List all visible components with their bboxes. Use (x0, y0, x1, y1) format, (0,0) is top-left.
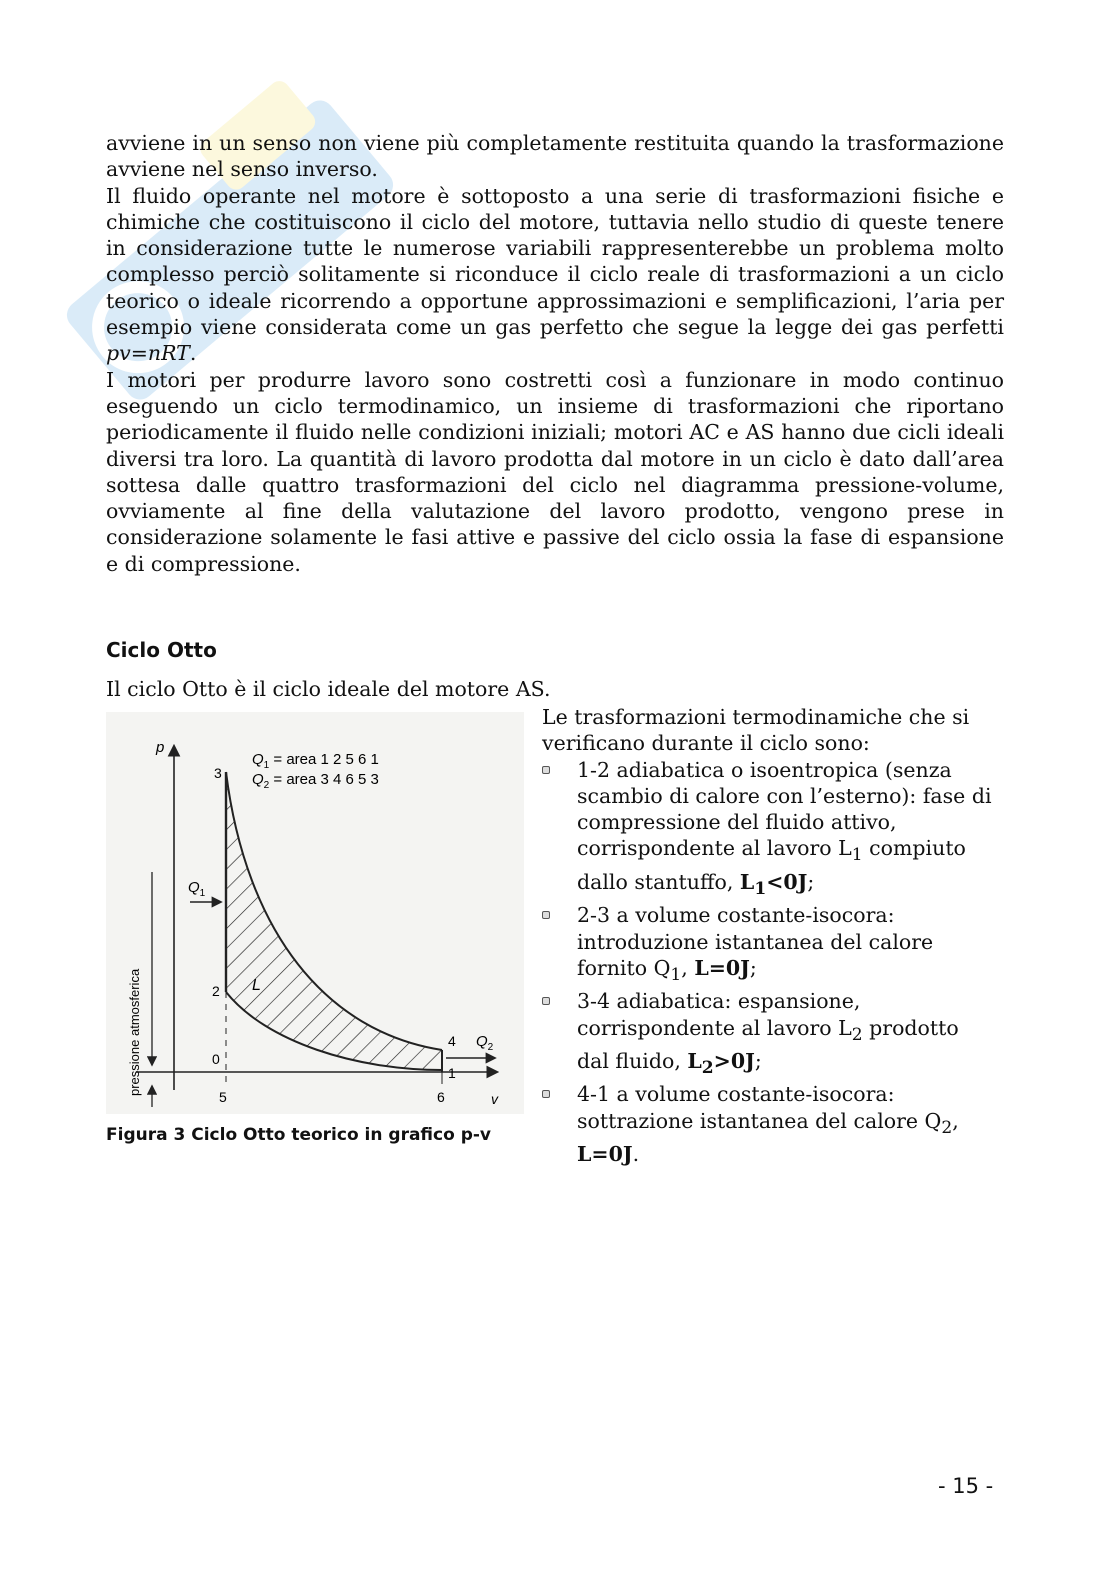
bullet-icon (542, 1090, 550, 1098)
point-3: 3 (214, 765, 222, 781)
atmospheric-pressure-label: pressione atmosferica (127, 968, 142, 1096)
bullet-icon (542, 911, 550, 919)
point-2: 2 (212, 983, 220, 999)
list-item: 3-4 adiabatica: espansione, corrispondente al lavoro $L_2$ prodotto dal fluido, $L_2>0J$; (542, 988, 992, 1081)
otto-cycle-figure (106, 712, 524, 1114)
svg-text:Q1: $Q_1$ (188, 879, 206, 899)
work-label: L (252, 977, 261, 994)
bullet-icon (542, 997, 550, 1005)
transformations-list (542, 704, 992, 1174)
point-0: 0 (212, 1051, 220, 1067)
page-number: - 15 - (938, 1474, 994, 1498)
pv-diagram (106, 712, 524, 1114)
paragraph-3: I motori per produrre lavoro sono costretti così a funzionare in modo continuo eseguendo un ciclo termodinamico, un insieme di trasformazioni che riportano periodicamente il fluido nelle condizioni iniziali; motori AC e AS hanno due cicli ideali diversi tra loro. La quantità di lavoro prodotta dal motore in un ciclo è dato dall’area sottesa dalle quattro trasformazioni del ciclo nel diagramma pressione-volume, ovviamente al fine della valutazione del lavoro prodotto, vengono prese in considerazione solamente le fasi attive e passive del ciclo ossia la fase di espansione e di compressione. (106, 367, 1004, 576)
list-item: 2-3 a volume costante-isocora: introduzione istantanea del calore fornito $Q_1$, L=0J; (542, 902, 992, 988)
point-1: 1 (448, 1065, 456, 1081)
point-6: 6 (437, 1089, 445, 1105)
list-intro: Le trasformazioni termodinamiche che si verificano durante il ciclo sono: (542, 705, 970, 756)
gas-law: pv=nRT (106, 341, 190, 366)
figure-caption: Figura 3 Ciclo Otto teorico in grafico p-v (106, 1125, 492, 1145)
intro-text: Il ciclo Otto è il ciclo ideale del motore AS. (106, 677, 551, 701)
bullet-icon (542, 766, 550, 774)
svg-text:Q2 = area 3 4 6 5 3: $Q_2$ = area 3 4 6 5 3 (252, 771, 379, 791)
svg-text:Q1 = area 1 2 5 6 1: $Q_1$ = area 1 2 5 6 1 (252, 751, 379, 771)
list-item: 1-2 adiabatica o isoentropica (senza scambio di calore con l’esterno): fase di compressione del fluido attivo, corrispondente al lavoro $L_1$ compiuto dallo stantuffo, $L_1<0J$; (542, 757, 992, 903)
point-5: 5 (219, 1089, 227, 1105)
work-area (226, 772, 442, 1070)
svg-text:Q2: $Q_2$ (476, 1033, 494, 1053)
v-axis-label: v (491, 1091, 498, 1107)
body-text (106, 130, 1004, 577)
list-item: 4-1 a volume costante-isocora: sottrazione istantanea del calore $Q_2$, L=0J. (542, 1081, 992, 1174)
paragraph-1: avviene in un senso non viene più completamente restituita quando la trasformazione avviene nel senso inverso. (106, 131, 1004, 182)
paragraph-2: Il fluido operante nel motore è sottoposto a una serie di trasformazioni fisiche e chimiche che costituiscono il ciclo del motore, tuttavia nello studio di queste tenere in considerazione tutte le numerose variabili rappresenterebbe un problema molto complesso perciò solitamente si riconduce il ciclo reale di trasformazioni a un ciclo teorico o ideale ricorrendo a opportune approssimazioni e semplificazioni, l’aria per esempio viene considerata come un gas perfetto che segue la legge dei gas perfetti pv=nRT. (106, 183, 1004, 366)
section-title: Ciclo Otto (106, 638, 217, 662)
point-4: 4 (448, 1033, 456, 1049)
p-axis-label: p (156, 739, 165, 756)
